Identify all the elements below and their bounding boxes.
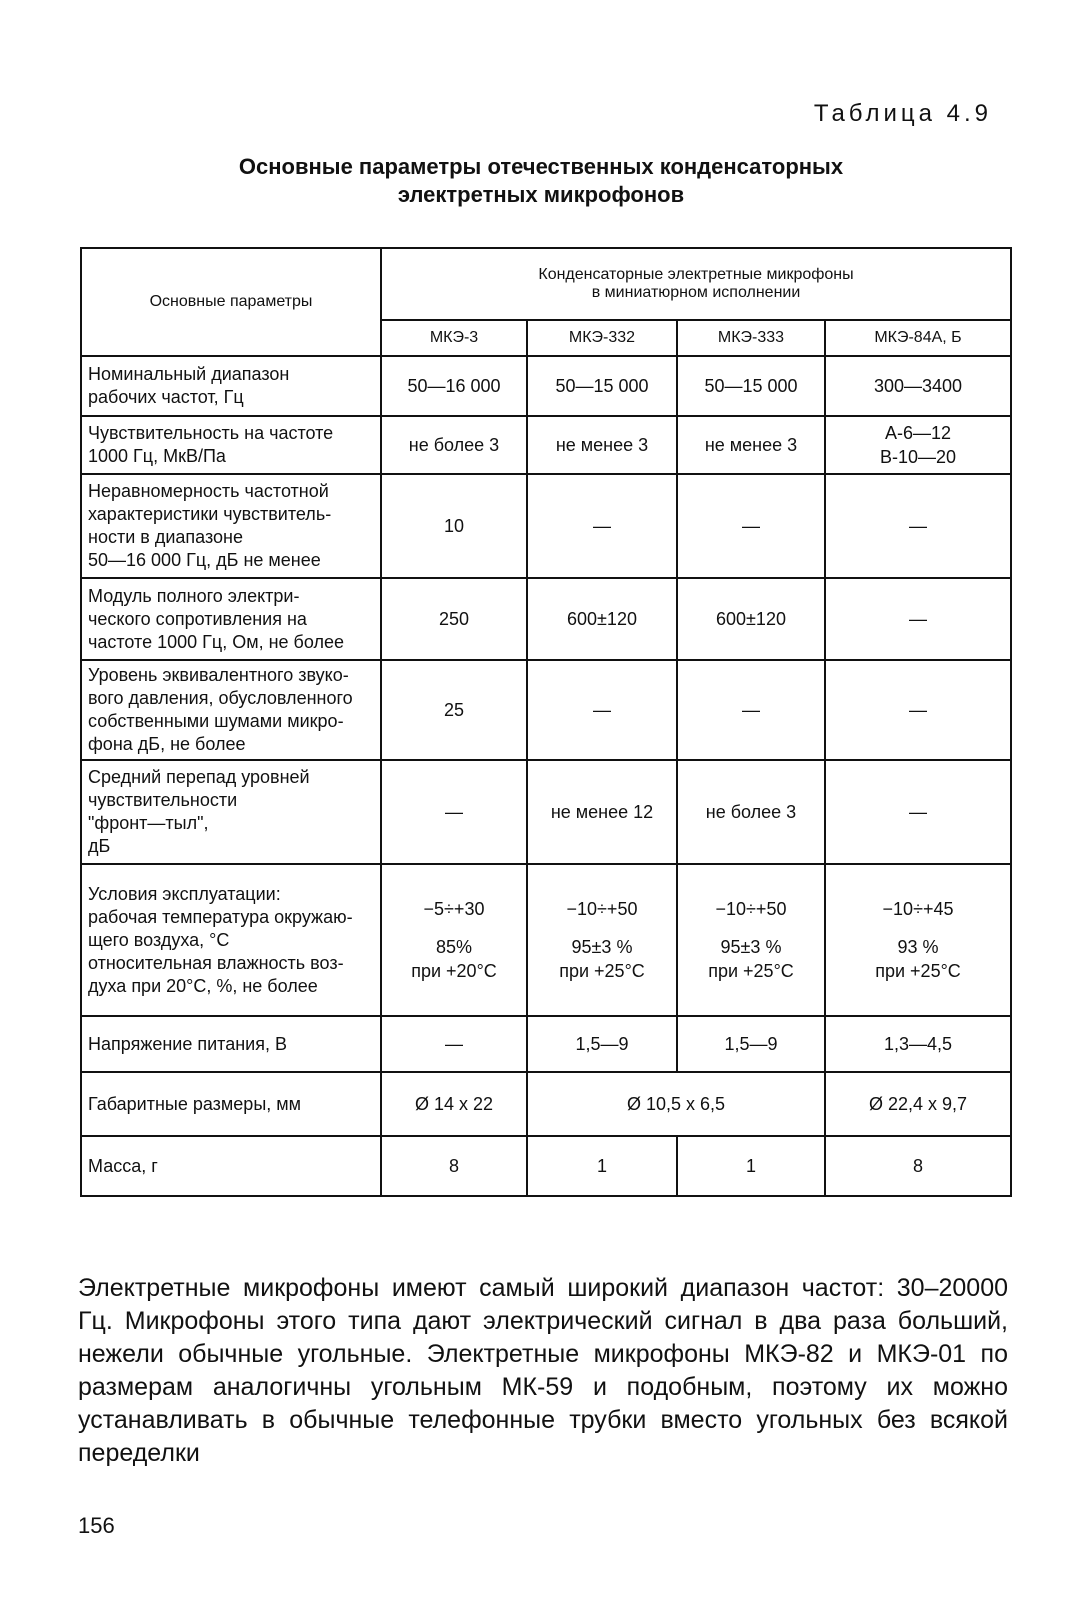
param-cell (81, 1016, 381, 1072)
param-line: рабочая температура окружаю- (88, 906, 353, 927)
value-cell (825, 356, 1011, 416)
group-header-line-2: в миниатюрном исполнении (591, 284, 801, 301)
value-line: — (593, 700, 611, 720)
value-cell (381, 474, 527, 578)
model-header: МКЭ-3 (381, 320, 527, 356)
page-number: 156 (78, 1513, 115, 1538)
param-line: Напряжение питания, В (88, 1033, 287, 1054)
value-cell (677, 474, 825, 578)
body-paragraph: Электретные микрофоны имеют самый широкий диапазон частот: 30–20000 Гц. Микрофоны этого типа дают электрический сигнал в два раза больший, нежели обычные угольные. Электретные микрофоны МКЭ-82 и МКЭ-01 по размерам аналогичны угольным МК-59 и подобным, поэтому их можно устанавливать в обычные телефонные трубки вместо угольных без всякой переделки (78, 1274, 1008, 1467)
value-cell: 1 (527, 1136, 677, 1196)
value-cell (677, 578, 825, 660)
value-line: — (445, 1034, 463, 1054)
value-line: при +25°С (875, 961, 961, 981)
value-cell (825, 1016, 1011, 1072)
value-cell (677, 416, 825, 474)
value-line: 250 (438, 609, 470, 629)
value-cell (381, 356, 527, 416)
value-cell: Ø 22,4 x 9,7 (825, 1072, 1011, 1136)
value-line: не менее 3 (555, 435, 649, 455)
param-line: ности в диапазоне (88, 527, 243, 547)
value-cell: 8 (825, 1136, 1011, 1196)
value-cell: 1 (677, 1136, 825, 1196)
param-cell: Габаритные размеры, мм (81, 1072, 381, 1136)
value-line: 600±120 (567, 609, 637, 629)
value-line: при +25°С (559, 961, 645, 981)
value-line: −10÷+45 (882, 899, 954, 919)
value-cell (825, 578, 1011, 660)
value-line: 1,5—9 (724, 1034, 778, 1054)
value-line: −5÷+30 (423, 899, 485, 919)
value-line: — (445, 802, 463, 822)
value-line: не менее 3 (704, 435, 798, 455)
cell-gap (388, 921, 520, 935)
value-cell (381, 660, 527, 760)
value-line: −10÷+50 (566, 899, 638, 919)
value-cell (677, 1016, 825, 1072)
value-cell (825, 416, 1011, 474)
value-line: при +20°С (411, 961, 497, 981)
table-title-line-1: Основные параметры отечественных конденсаторных (238, 154, 844, 179)
cell-gap (684, 921, 818, 935)
table-body (81, 356, 1011, 1196)
param-line: фона дБ, не более (88, 734, 246, 754)
value-line: 50—15 000 (704, 376, 798, 396)
value-line: — (593, 516, 611, 536)
param-line: собственными шумами микро- (88, 711, 344, 731)
param-line: Неравномерность частотной (88, 481, 329, 501)
param-line: Номинальный диапазон (88, 364, 290, 384)
param-cell (81, 864, 381, 1016)
value-line: — (742, 516, 760, 536)
table-row (81, 416, 1011, 474)
cell-gap (534, 921, 670, 935)
param-line: чувствительности (88, 790, 238, 810)
value-cell (527, 578, 677, 660)
param-line: относительная влажность воз- (88, 952, 344, 973)
table-row (81, 474, 1011, 578)
value-cell (825, 474, 1011, 578)
value-line: 1,5—9 (575, 1034, 629, 1054)
group-header-line-1: Конденсаторные электретные микрофоны (538, 266, 854, 283)
value-line: 10 (443, 516, 465, 536)
table-row-size (81, 1072, 1011, 1136)
param-line: вого давления, обусловленного (88, 688, 353, 708)
value-line: 50—15 000 (555, 376, 649, 396)
param-cell (81, 660, 381, 760)
value-cell (381, 1016, 527, 1072)
value-line: не менее 12 (550, 802, 654, 822)
param-line: ческого сопротивления на (88, 608, 307, 629)
value-cell (381, 760, 527, 864)
table-row (81, 760, 1011, 864)
param-cell (81, 760, 381, 864)
value-line: при +25°С (708, 961, 794, 981)
param-line: частоте 1000 Гц, Ом, не более (88, 631, 344, 652)
value-line: А-6—12 (884, 423, 952, 443)
table-title (0, 153, 1082, 209)
value-cell (527, 660, 677, 760)
value-cell: Ø 10,5 x 6,5 (527, 1072, 825, 1136)
value-cell (825, 864, 1011, 1016)
value-line: не более 3 (408, 435, 500, 455)
value-line: 85% (435, 937, 473, 957)
param-cell (81, 474, 381, 578)
table-row (81, 356, 1011, 416)
value-line: 600±120 (716, 609, 786, 629)
param-line: 50—16 000 Гц, дБ не менее (88, 550, 321, 570)
value-cell: Ø 14 x 22 (381, 1072, 527, 1136)
value-line: — (909, 609, 927, 629)
param-line: 1000 Гц, МкВ/Па (88, 446, 226, 466)
value-cell (381, 864, 527, 1016)
value-line: −10÷+50 (715, 899, 787, 919)
param-cell (81, 416, 381, 474)
table-row (81, 864, 1011, 1016)
param-line: Средний перепад уровней (88, 767, 310, 787)
value-cell (381, 578, 527, 660)
parameters-table (80, 247, 1012, 1197)
group-header (381, 248, 1011, 320)
value-cell (381, 416, 527, 474)
value-cell (527, 864, 677, 1016)
value-cell (677, 864, 825, 1016)
value-line: — (909, 700, 927, 720)
param-line: Чувствительность на частоте (88, 423, 334, 443)
value-line: В-10—20 (879, 447, 957, 467)
value-line: 95±3 % (720, 937, 782, 957)
param-line: характеристики чувствитель- (88, 504, 332, 524)
value-cell (527, 474, 677, 578)
value-line: — (909, 802, 927, 822)
param-cell (81, 356, 381, 416)
param-cell: Масса, г (81, 1136, 381, 1196)
table-label: Таблица 4.9 (813, 100, 992, 127)
value-line: 50—16 000 (407, 376, 501, 396)
value-line: 25 (443, 700, 465, 720)
table-row-mass (81, 1136, 1011, 1196)
value-cell (825, 760, 1011, 864)
param-column-header: Основные параметры (81, 248, 381, 356)
param-line: "фронт—тыл", (88, 813, 209, 833)
value-line: — (909, 516, 927, 536)
param-line: духа при 20°С, %, не более (88, 975, 318, 996)
value-cell: 8 (381, 1136, 527, 1196)
param-cell (81, 578, 381, 660)
param-line: щего воздуха, °С (88, 929, 230, 950)
param-line: дБ (88, 836, 111, 856)
table-row (81, 578, 1011, 660)
value-cell (527, 356, 677, 416)
value-cell (527, 1016, 677, 1072)
table-title-line-2: электретных микрофонов (397, 182, 685, 207)
value-line: 95±3 % (571, 937, 633, 957)
value-cell (677, 660, 825, 760)
value-line: 1,3—4,5 (883, 1034, 953, 1054)
value-line: 300—3400 (873, 376, 963, 396)
table-row (81, 660, 1011, 760)
param-line: Модуль полного электри- (88, 585, 300, 606)
value-cell (825, 660, 1011, 760)
model-header: МКЭ-333 (677, 320, 825, 356)
value-cell (527, 760, 677, 864)
cell-gap (832, 921, 1004, 935)
value-line: 93 % (897, 937, 939, 957)
value-cell (527, 416, 677, 474)
param-line: Уровень эквивалентного звуко- (88, 665, 349, 685)
value-cell (677, 760, 825, 864)
param-line: рабочих частот, Гц (88, 387, 244, 407)
model-header: МКЭ-84А, Б (825, 320, 1011, 356)
model-header: МКЭ-332 (527, 320, 677, 356)
value-line: — (742, 700, 760, 720)
value-cell (677, 356, 825, 416)
value-line: не более 3 (705, 802, 797, 822)
table-row (81, 1016, 1011, 1072)
param-line: Условия эксплуатации: (88, 883, 281, 904)
